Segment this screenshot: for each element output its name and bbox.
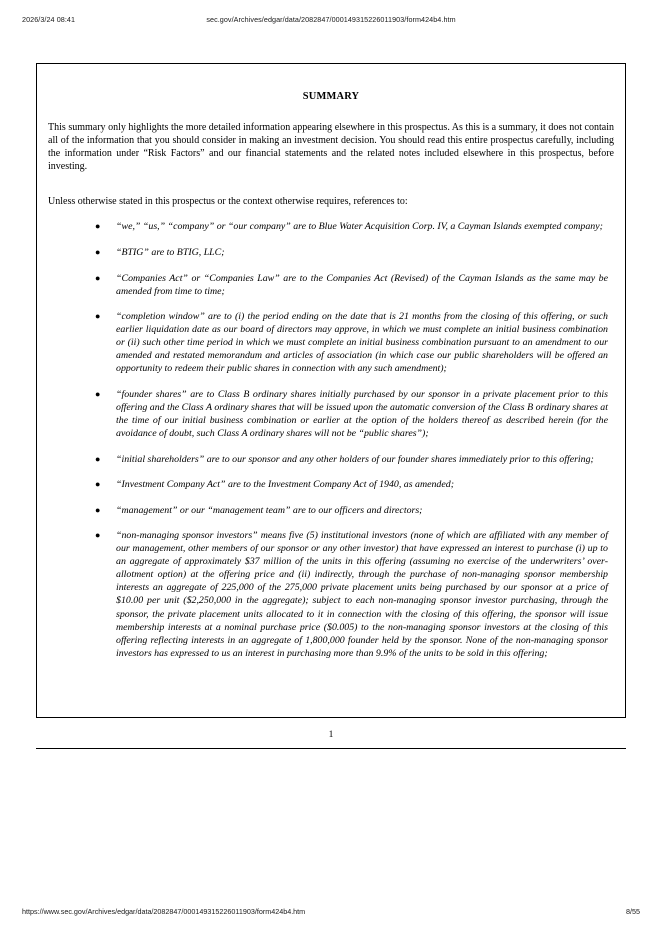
list-item xyxy=(48,388,614,440)
definitions-list xyxy=(48,220,614,659)
references-lead-in-paragraph: Unless otherwise stated in this prospectus or the context otherwise requires, references to: xyxy=(48,196,408,208)
definition-text: “BTIG” are to BTIG, LLC; xyxy=(116,247,225,259)
definition-text: “founder shares” are to Class B ordinary shares initially purchased by our sponsor in a private placement prior to this offering and the Class A ordinary shares that will be issued upon the automatic conversion of the Class B ordinary shares at the time of our initial business combination or earlier at the option of the holders thereof as described herein (for the avoidance of doubt, such Class A ordinary shares will not be “public shares”); xyxy=(116,388,608,440)
browser-print-footer xyxy=(0,907,662,919)
bullet-icon: ● xyxy=(95,388,101,399)
print-header-url: sec.gov/Archives/edgar/data/2082847/000149315226011903/form424b4.htm xyxy=(206,15,456,24)
list-item xyxy=(48,453,614,466)
list-item xyxy=(48,310,614,375)
bullet-icon: ● xyxy=(95,530,101,541)
bullet-icon: ● xyxy=(95,453,101,464)
bullet-icon: ● xyxy=(95,221,101,232)
list-item xyxy=(48,246,614,259)
definition-text: “management” or our “management team” are to our officers and directors; xyxy=(116,504,423,516)
bullet-icon: ● xyxy=(95,504,101,515)
bullet-icon: ● xyxy=(95,272,101,283)
bullet-icon: ● xyxy=(95,247,101,258)
list-item xyxy=(48,504,614,517)
list-item xyxy=(48,478,614,491)
definition-text: “Investment Company Act” are to the Investment Company Act of 1940, as amended; xyxy=(116,479,454,491)
definition-text: “we,” “us,” “company” or “our company” are to Blue Water Acquisition Corp. IV, a Cayman Islands exempted company; xyxy=(116,221,603,233)
page-title: SUMMARY xyxy=(302,91,360,102)
print-header-datetime: 2026/3/24 08:41 xyxy=(22,15,76,24)
browser-print-header xyxy=(0,15,662,27)
list-item xyxy=(48,529,614,659)
page-number: 1 xyxy=(328,730,334,740)
definition-text: “Companies Act” or “Companies Law” are to the Companies Act (Revised) of the Cayman Islands as the same may be amended from time to time; xyxy=(116,272,608,297)
bullet-icon: ● xyxy=(95,311,101,322)
summary-intro-paragraph: This summary only highlights the more detailed information appearing elsewhere in this prospectus. As this is a summary, it does not contain all of the information that you should consider in making an investment decision. You should read this entire prospectus carefully, including the information under “Risk Factors” and our financial statements and the related notes included elsewhere in this prospectus, before investing. xyxy=(48,122,614,173)
definition-text: “non-managing sponsor investors” means five (5) institutional investors (none of which are affiliated with any member of our management, other members of our sponsor or any other investor) that have expressed an interest to purchase (i) up to an aggregate of approximately $37 million of the units in this offering (assuming no exercise of the underwriters’ over-allotment option) at the offering price and (ii) indirectly, through the purchase of non-managing sponsor membership interests an aggregate of 225,000 of the 275,000 private placement units being purchased by our sponsor at a price of $10.00 per unit ($2,250,000 in the aggregate); subject to each non-managing sponsor investor purchasing, through the sponsor, the private placement units allocated to it in connection with the closing of this offering, the sponsor will issue membership interests at a nominal purchase price ($0.005) to the non-managing sponsor investors at the closing of this offering reflecting interests in an aggregate of 1,800,000 founder held by the sponsor. None of the non-managing sponsor investors has expressed to us an interest in purchasing more than 9.9% of the units to be sold in this offering; xyxy=(116,530,608,659)
definition-text: “initial shareholders” are to our sponsor and any other holders of our founder shares immediately prior to this offering; xyxy=(116,453,594,465)
list-item xyxy=(48,220,614,233)
print-footer-url: https://www.sec.gov/Archives/edgar/data/2082847/000149315226011903/form424b4.htm xyxy=(22,907,306,916)
bullet-icon: ● xyxy=(95,479,101,490)
page-number-divider xyxy=(36,748,626,749)
print-footer-pagination: 8/55 xyxy=(626,907,640,916)
list-item xyxy=(48,272,614,298)
prospectus-page-frame xyxy=(36,63,626,718)
definition-text: “completion window” are to (i) the period ending on the date that is 21 months from the closing of this offering, or such earlier liquidation date as our board of directors may approve, in which we must complete an initial business combination or (ii) such other time period in which we must complete an initial business combination pursuant to an amendment to our amended and restated memorandum and articles of association (in which case our public shareholders will be offered an opportunity to redeem their public shares in connection with any such amendment); xyxy=(116,311,608,375)
prospectus-page-content xyxy=(37,64,625,660)
